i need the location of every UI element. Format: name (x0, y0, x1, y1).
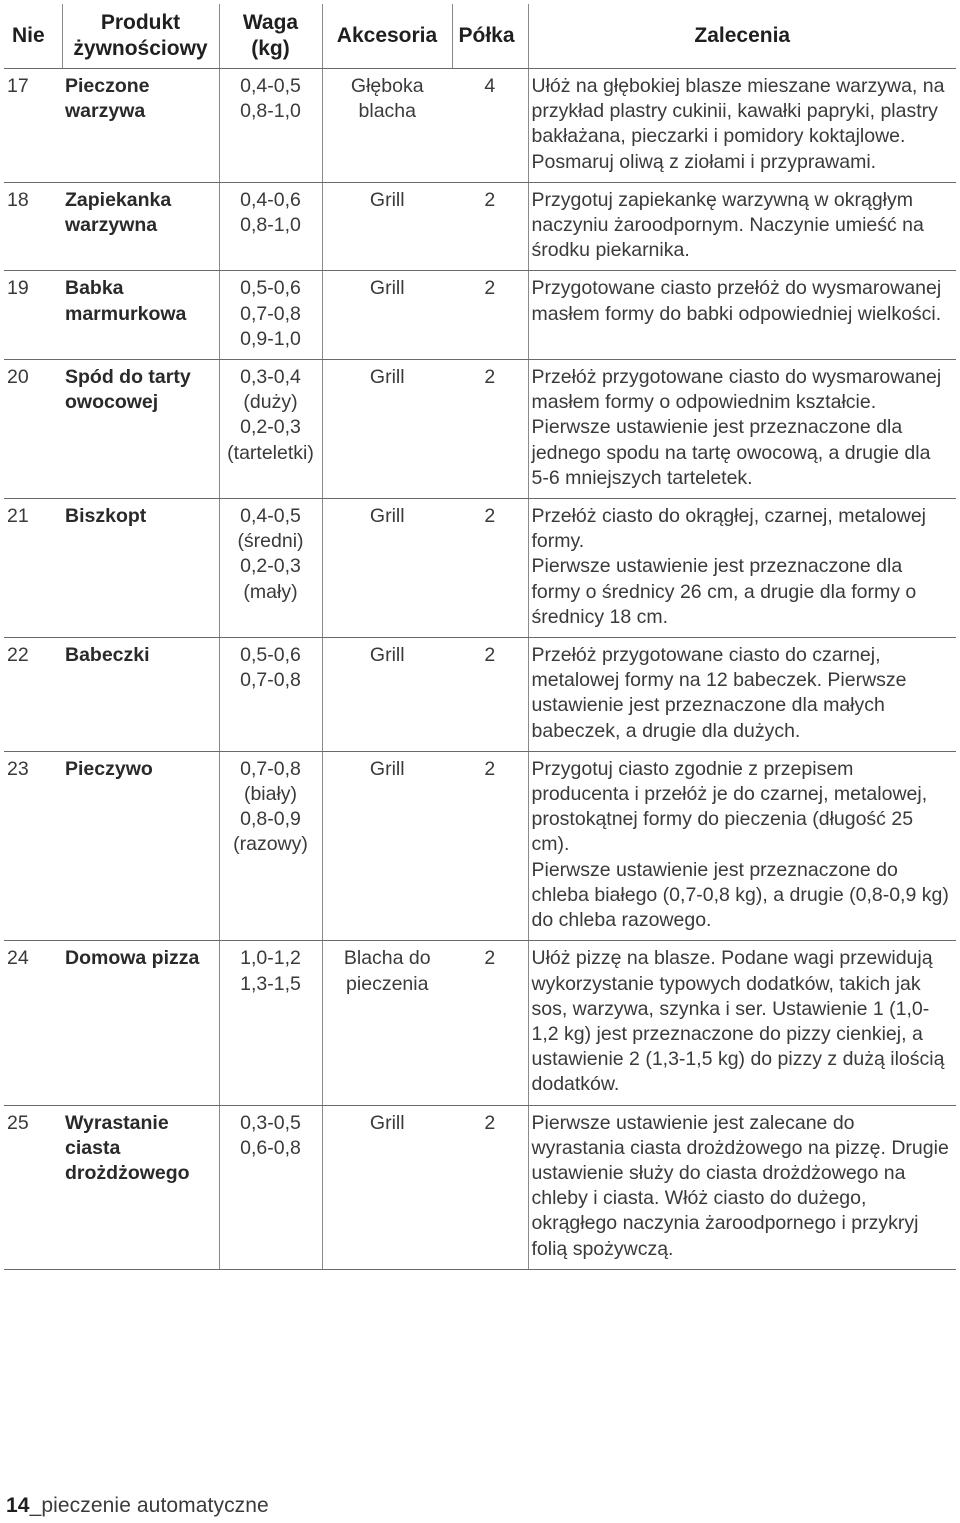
header-waga: Waga (kg) (219, 4, 322, 69)
header-produkt: Produkt żywnościowy (62, 4, 219, 69)
weight-line: (duży) (243, 391, 298, 414)
accessory: Blacha do pieczenia (322, 941, 452, 1105)
table-row (4, 941, 956, 1105)
header-nie: Nie (4, 4, 62, 69)
row-number: 21 (4, 499, 62, 638)
section-name: _pieczenie automatyczne (29, 1494, 269, 1517)
weight-line: 0,4-0,5 (240, 75, 301, 97)
weight-line: 0,4-0,5 (240, 505, 301, 528)
accessory: Grill (322, 499, 452, 638)
header-polka: Półka (452, 4, 528, 69)
accessory: Grill (322, 638, 452, 752)
shelf-level: 2 (452, 499, 528, 638)
weight-line: 0,5-0,6 (240, 277, 301, 300)
weight-line: (biały) (243, 783, 298, 806)
recommendation-line: Przygotuj ciasto zgodnie z przepisem producenta i przełóż je do czarnej, metalowej, prostokątnej formy do pieczenia (długość 25 cm). (531, 757, 928, 856)
shelf-level: 2 (452, 182, 528, 271)
weight-line: 0,8-0,9 (240, 808, 301, 831)
row-number: 24 (4, 941, 62, 1105)
recommendation-line: Przełóż przygotowane ciasto do czarnej, metalowej formy na 12 babeczek. Pierwsze ustawienie jest przeznaczone dla małych babeczek, a drugie dla dużych. (531, 644, 907, 742)
recommendation (528, 69, 956, 183)
product-name: Babka marmurkowa (62, 271, 219, 360)
auto-cooking-table (4, 4, 956, 1270)
weight (219, 69, 322, 183)
weight-line: (razowy) (233, 833, 308, 856)
shelf-level: 4 (452, 69, 528, 183)
weight-line: 0,9-1,0 (240, 327, 301, 350)
weight-line: (tarteletki) (227, 441, 314, 464)
product-name: Domowa pizza (62, 941, 219, 1105)
recommendation (528, 638, 956, 752)
shelf-level: 2 (452, 751, 528, 940)
row-number: 17 (4, 69, 62, 183)
product-name: Pieczone warzywa (62, 69, 219, 183)
header-akcesoria: Akcesoria (322, 4, 452, 69)
accessory: Grill (322, 1105, 452, 1269)
weight-line: 0,6-0,8 (240, 1136, 301, 1159)
recommendation-line: Przełóż przygotowane ciasto do wysmarowanej masłem formy o odpowiednim kształcie. Pierwsze ustawienie jest przeznaczone dla jednego spodu na tartę owocową, a drugie dla 5-6 mniejszych tarteletek. (531, 366, 942, 489)
weight-line: 0,4-0,6 (240, 188, 301, 211)
weight-line: 0,8-1,0 (240, 214, 301, 237)
shelf-level: 2 (452, 638, 528, 752)
row-number: 23 (4, 751, 62, 940)
weight (219, 638, 322, 752)
weight (219, 271, 322, 360)
weight-line: 0,7-0,8 (240, 669, 301, 692)
table-row (4, 751, 956, 940)
accessory: Grill (322, 751, 452, 940)
recommendation-line: Pierwsze ustawienie jest przeznaczone do chleba białego (0,7-0,8 kg), a drugie (0,8-0,9 kg) do chleba razowego. (531, 858, 949, 932)
header-zalecenia: Zalecenia (528, 4, 956, 69)
table-row (4, 499, 956, 638)
table-header-row (4, 4, 956, 69)
accessory: Głęboka blacha (322, 69, 452, 183)
weight (219, 499, 322, 638)
weight (219, 1105, 322, 1269)
table-row (4, 182, 956, 271)
accessory: Grill (322, 182, 452, 271)
recommendation-line: Pierwsze ustawienie jest przeznaczone dla formy o średnicy 26 cm, a drugie dla formy o średnicy 18 cm. (531, 555, 917, 628)
product-name: Pieczywo (62, 751, 219, 940)
table-row (4, 360, 956, 499)
weight (219, 941, 322, 1105)
weight-line: 0,2-0,3 (240, 555, 301, 578)
shelf-level: 2 (452, 271, 528, 360)
row-number: 18 (4, 182, 62, 271)
weight-line: 1,0-1,2 (240, 947, 301, 970)
recommendation-line: Przygotowane ciasto przełóż do wysmarowanej masłem formy do babki odpowiedniej wielkości. (531, 277, 942, 325)
table-row (4, 271, 956, 360)
recommendation-line: Przełóż ciasto do okrągłej, czarnej, metalowej formy. (531, 505, 927, 553)
weight-line: 1,3-1,5 (240, 972, 301, 995)
shelf-level: 2 (452, 941, 528, 1105)
recommendation (528, 1105, 956, 1269)
weight-line: 0,5-0,6 (240, 644, 301, 667)
recommendation (528, 941, 956, 1105)
product-name: Zapiekanka warzywna (62, 182, 219, 271)
table-row (4, 638, 956, 752)
product-name: Biszkopt (62, 499, 219, 638)
product-name: Wyrastanie ciasta drożdżowego (62, 1105, 219, 1269)
row-number: 19 (4, 271, 62, 360)
page-footer (6, 1494, 269, 1518)
accessory: Grill (322, 271, 452, 360)
product-name: Spód do tarty owocowej (62, 360, 219, 499)
accessory: Grill (322, 360, 452, 499)
recommendation-line: Ułóż pizzę na blasze. Podane wagi przewidują wykorzystanie typowych dodatków, takich jak sos, warzywa, szynka i ser. Ustawienie 1 (1,0-1,2 kg) jest przeznaczone do pizzy cienkiej, a ustawienie 2 (1,3-1,5 kg) do pizzy z dużą ilością dodatków. (531, 947, 945, 1096)
table-row (4, 69, 956, 183)
weight-line: (średni) (237, 530, 304, 553)
weight-line: 0,8-1,0 (240, 100, 301, 123)
page-number: 14 (6, 1494, 30, 1517)
recommendation (528, 499, 956, 638)
weight-line: 0,7-0,8 (240, 302, 301, 325)
recommendation-line: Pierwsze ustawienie jest zalecane do wyrastania ciasta drożdżowego na pizzę. Drugie ustawienie służy do ciasta drożdżowego na chleby i ciasta. Włóż ciasto do dużego, okrągłego naczynia żaroodpornego i przykryj folią spożywczą. (531, 1111, 949, 1260)
recommendation-line: Przygotuj zapiekankę warzywną w okrągłym naczyniu żaroodpornym. Naczynie umieść na środku piekarnika. (531, 188, 924, 262)
recommendation (528, 271, 956, 360)
row-number: 22 (4, 638, 62, 752)
weight-line: 0,2-0,3 (240, 416, 301, 439)
weight-line: 0,3-0,5 (240, 1111, 301, 1134)
table-row (4, 1105, 956, 1269)
shelf-level: 2 (452, 1105, 528, 1269)
table-body (4, 69, 956, 1270)
row-number: 20 (4, 360, 62, 499)
weight (219, 360, 322, 499)
recommendation-line: Ułóż na głębokiej blasze mieszane warzywa, na przykład plastry cukinii, kawałki papryki, plastry bakłażana, pieczarki i pomidory koktajlowe. Posmaruj oliwą z ziołami i przyprawami. (531, 75, 945, 173)
weight (219, 751, 322, 940)
shelf-level: 2 (452, 360, 528, 499)
weight-line: (mały) (243, 580, 298, 603)
recommendation (528, 751, 956, 940)
weight (219, 182, 322, 271)
weight-line: 0,3-0,4 (240, 366, 301, 389)
weight-line: 0,7-0,8 (240, 757, 301, 780)
product-name: Babeczki (62, 638, 219, 752)
recommendation (528, 182, 956, 271)
recommendation (528, 360, 956, 499)
row-number: 25 (4, 1105, 62, 1269)
